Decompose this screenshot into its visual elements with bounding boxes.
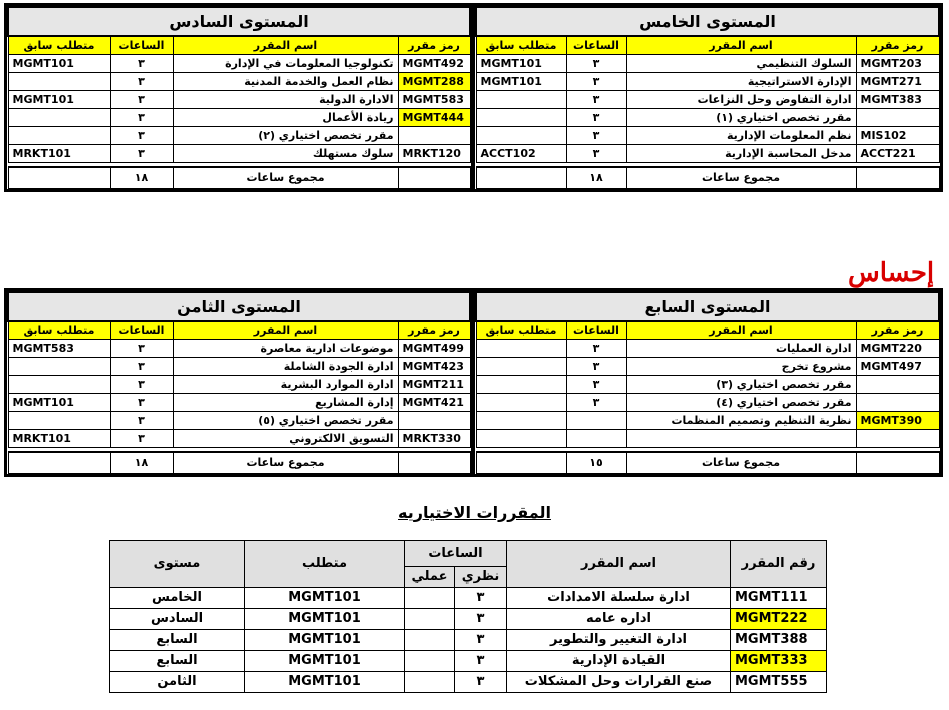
prereq-cell: [8, 73, 110, 91]
level-cell: السابع: [110, 630, 245, 651]
table-row: [8, 55, 470, 73]
table-row: [8, 127, 470, 145]
hours-cell: ٣: [110, 376, 173, 394]
course-name-cell: ادارة الموارد البشرية: [173, 376, 398, 394]
table-row: [476, 127, 939, 145]
course-code-cell: MGMT388: [731, 630, 827, 651]
hours-header: الساعات: [110, 321, 173, 340]
electives-table: [109, 540, 827, 693]
practical-cell: [405, 630, 455, 651]
course-code-cell: [398, 127, 470, 145]
table-row: [8, 412, 470, 430]
prereq-cell: MRKT101: [8, 430, 110, 448]
total-label: مجموع ساعات: [173, 452, 398, 474]
prereq-cell: MGMT101: [8, 394, 110, 412]
prereq-header: متطلب سابق: [476, 321, 566, 340]
name-header: اسم المقرر: [626, 36, 856, 55]
course-code-cell: MGMT423: [398, 358, 470, 376]
course-name-cell: مقرر تخصص اختياري (٣): [626, 376, 856, 394]
course-code-cell: MGMT583: [398, 91, 470, 109]
prereq-cell: MGMT583: [8, 340, 110, 358]
table-row: [110, 672, 827, 693]
course-name-cell: اداره عامه: [507, 609, 731, 630]
course-code-cell: MIS102: [856, 127, 939, 145]
course-code-cell: MRKT330: [398, 430, 470, 448]
elect-practical-header: عملي: [405, 567, 455, 588]
prereq-cell: MGMT101: [8, 55, 110, 73]
hours-cell: ٣: [566, 358, 626, 376]
level7-table: [475, 291, 940, 474]
level5-title: المستوى الخامس: [476, 7, 939, 36]
table-row: [110, 609, 827, 630]
hours-cell: ٣: [566, 394, 626, 412]
hours-cell: ٣: [110, 430, 173, 448]
total-hours: ١٨: [566, 167, 626, 189]
course-name-cell: نظم المعلومات الإدارية: [626, 127, 856, 145]
elect-name-header: اسم المقرر: [507, 541, 731, 588]
prereq-cell: MGMT101: [245, 609, 405, 630]
hours-cell: ٣: [566, 73, 626, 91]
prereq-cell: MGMT101: [8, 91, 110, 109]
level-cell: الثامن: [110, 672, 245, 693]
prereq-cell: [476, 109, 566, 127]
table-row: [8, 109, 470, 127]
course-code-cell: MGMT271: [856, 73, 939, 91]
level6-title: المستوى السادس: [8, 7, 470, 36]
prereq-cell: [476, 127, 566, 145]
table-row: [110, 651, 827, 672]
total-row: [476, 167, 939, 189]
level6-table: [7, 6, 471, 189]
hours-cell: ٣: [110, 55, 173, 73]
code-header: رمز مقرر: [856, 36, 939, 55]
course-code-cell: MGMT444: [398, 109, 470, 127]
course-name-cell: إدارة المشاريع: [173, 394, 398, 412]
hours-cell: ٣: [566, 91, 626, 109]
prereq-cell: MGMT101: [245, 588, 405, 609]
electives-title: المقررات الاختياريه: [398, 503, 551, 522]
course-name-cell: القيادة الإدارية: [507, 651, 731, 672]
total-label: مجموع ساعات: [626, 452, 856, 474]
hours-cell: ٣: [110, 145, 173, 163]
prereq-cell: [8, 358, 110, 376]
hours-header: الساعات: [566, 36, 626, 55]
practical-cell: [405, 651, 455, 672]
course-code-cell: MGMT203: [856, 55, 939, 73]
theory-cell: ٣: [455, 651, 507, 672]
hours-cell: ٣: [110, 340, 173, 358]
hours-cell: ٣: [566, 109, 626, 127]
course-name-cell: صنع القرارات وحل المشكلات: [507, 672, 731, 693]
course-code-cell: MRKT120: [398, 145, 470, 163]
hours-cell: ٣: [110, 91, 173, 109]
course-code-cell: MGMT421: [398, 394, 470, 412]
course-name-cell: مشروع تخرج: [626, 358, 856, 376]
code-header: رمز مقرر: [398, 321, 470, 340]
course-code-cell: MGMT497: [856, 358, 939, 376]
course-code-cell: [856, 376, 939, 394]
hours-cell: ٣: [110, 358, 173, 376]
course-name-cell: مقرر تخصص اختياري (١): [626, 109, 856, 127]
table-row: [476, 394, 939, 412]
prereq-cell: [476, 340, 566, 358]
course-name-cell: مدخل المحاسبة الإدارية: [626, 145, 856, 163]
code-header: رمز مقرر: [856, 321, 939, 340]
course-name-cell: مقرر تخصص اختياري (٢): [173, 127, 398, 145]
level5-table: [475, 6, 940, 189]
prereq-cell: MGMT101: [245, 651, 405, 672]
hours-header: الساعات: [566, 321, 626, 340]
course-code-cell: [856, 394, 939, 412]
course-code-cell: MGMT499: [398, 340, 470, 358]
prereq-header: متطلب سابق: [8, 36, 110, 55]
level7-block: [472, 288, 943, 477]
level7-title: المستوى السابع: [476, 292, 939, 321]
level8-title: المستوى الثامن: [8, 292, 470, 321]
course-name-cell: ادارة العمليات: [626, 340, 856, 358]
course-name-cell: الإدارة الاستراتيجية: [626, 73, 856, 91]
course-code-cell: [398, 412, 470, 430]
prereq-cell: [476, 394, 566, 412]
table-row: [8, 91, 470, 109]
practical-cell: [405, 672, 455, 693]
elect-hours-header: الساعات: [405, 541, 507, 567]
prereq-cell: [476, 412, 566, 430]
table-row: [476, 376, 939, 394]
level8-block: [4, 288, 474, 477]
total-row: [8, 167, 470, 189]
course-name-cell: تكنولوجيا المعلومات في الإدارة: [173, 55, 398, 73]
level6-block: [4, 3, 474, 192]
practical-cell: [405, 609, 455, 630]
practical-cell: [405, 588, 455, 609]
theory-cell: ٣: [455, 630, 507, 651]
course-name-cell: مقرر تخصص اختياري (٤): [626, 394, 856, 412]
course-code-cell: MGMT390: [856, 412, 939, 430]
prereq-cell: [8, 376, 110, 394]
level-cell: الخامس: [110, 588, 245, 609]
table-row: [110, 630, 827, 651]
course-name-cell: التسويق الالكتروني: [173, 430, 398, 448]
course-name-cell: ادارة الجودة الشاملة: [173, 358, 398, 376]
course-name-cell: سلوك مستهلك: [173, 145, 398, 163]
table-row: [476, 412, 939, 430]
prereq-cell: MGMT101: [476, 73, 566, 91]
hours-cell: ٣: [566, 127, 626, 145]
theory-cell: ٣: [455, 588, 507, 609]
prereq-cell: ACCT102: [476, 145, 566, 163]
code-header: رمز مقرر: [398, 36, 470, 55]
course-name-cell: موضوعات ادارية معاصرة: [173, 340, 398, 358]
course-code-cell: MGMT492: [398, 55, 470, 73]
prereq-cell: MGMT101: [245, 672, 405, 693]
table-row: [8, 340, 470, 358]
course-name-cell: الادارة الدولية: [173, 91, 398, 109]
course-name-cell: ادارة التغيير والتطوير: [507, 630, 731, 651]
name-header: اسم المقرر: [173, 321, 398, 340]
hours-cell: ٣: [566, 340, 626, 358]
prereq-header: متطلب سابق: [476, 36, 566, 55]
course-code-cell: [856, 109, 939, 127]
total-hours: ١٨: [110, 167, 173, 189]
table-row: [110, 588, 827, 609]
level8-table: [7, 291, 471, 474]
table-row: [476, 358, 939, 376]
prereq-cell: [8, 127, 110, 145]
table-row: [8, 430, 470, 448]
level5-block: [472, 3, 943, 192]
course-code-cell: MGMT111: [731, 588, 827, 609]
elect-prereq-header: متطلب: [245, 541, 405, 588]
table-row: [476, 55, 939, 73]
table-row: [476, 340, 939, 358]
table-row: [8, 376, 470, 394]
hours-cell: ٣: [110, 109, 173, 127]
table-row: [8, 145, 470, 163]
table-row: [476, 91, 939, 109]
prereq-cell: [476, 376, 566, 394]
course-code-cell: MGMT220: [856, 340, 939, 358]
hours-cell: ٣: [566, 145, 626, 163]
prereq-cell: [476, 358, 566, 376]
theory-cell: ٣: [455, 609, 507, 630]
prereq-header: متطلب سابق: [8, 321, 110, 340]
total-hours: ١٥: [566, 452, 626, 474]
elect-level-header: مستوى: [110, 541, 245, 588]
prereq-cell: [8, 412, 110, 430]
name-header: اسم المقرر: [173, 36, 398, 55]
level-cell: السابع: [110, 651, 245, 672]
hours-cell: ٣: [566, 55, 626, 73]
course-code-cell: MGMT211: [398, 376, 470, 394]
brand-logo: إحساس: [848, 258, 935, 288]
course-name-cell: مقرر تخصص اختياري (٥): [173, 412, 398, 430]
table-row: [476, 109, 939, 127]
prereq-cell: [8, 109, 110, 127]
course-name-cell: ادارة سلسلة الامدادات: [507, 588, 731, 609]
course-name-cell: ادارة التفاوض وحل النزاعات: [626, 91, 856, 109]
course-code-cell: MGMT288: [398, 73, 470, 91]
total-hours: ١٨: [110, 452, 173, 474]
course-name-cell: ريادة الأعمال: [173, 109, 398, 127]
table-row: [8, 394, 470, 412]
course-code-cell: MGMT222: [731, 609, 827, 630]
course-code-cell: MGMT383: [856, 91, 939, 109]
course-name-cell: السلوك التنظيمي: [626, 55, 856, 73]
prereq-cell: MRKT101: [8, 145, 110, 163]
total-label: مجموع ساعات: [173, 167, 398, 189]
course-name-cell: نظرية التنظيم وتصميم المنظمات: [626, 412, 856, 430]
total-row: [476, 452, 939, 474]
name-header: اسم المقرر: [626, 321, 856, 340]
elect-theory-header: نظري: [455, 567, 507, 588]
hours-cell: ٣: [110, 127, 173, 145]
total-row: [8, 452, 470, 474]
prereq-cell: MGMT101: [476, 55, 566, 73]
prereq-cell: MGMT101: [245, 630, 405, 651]
course-code-cell: MGMT333: [731, 651, 827, 672]
table-row: [476, 73, 939, 91]
theory-cell: ٣: [455, 672, 507, 693]
hours-cell: ٣: [110, 394, 173, 412]
course-code-cell: ACCT221: [856, 145, 939, 163]
course-code-cell: MGMT555: [731, 672, 827, 693]
table-row: [476, 430, 939, 448]
hours-cell: [566, 412, 626, 430]
hours-cell: ٣: [110, 412, 173, 430]
level-cell: السادس: [110, 609, 245, 630]
total-label: مجموع ساعات: [626, 167, 856, 189]
hours-header: الساعات: [110, 36, 173, 55]
table-row: [8, 358, 470, 376]
hours-cell: ٣: [566, 376, 626, 394]
elect-code-header: رقم المقرر: [731, 541, 827, 588]
hours-cell: ٣: [110, 73, 173, 91]
table-row: [8, 73, 470, 91]
course-name-cell: نظام العمل والخدمة المدنية: [173, 73, 398, 91]
prereq-cell: [476, 91, 566, 109]
table-row: [476, 145, 939, 163]
